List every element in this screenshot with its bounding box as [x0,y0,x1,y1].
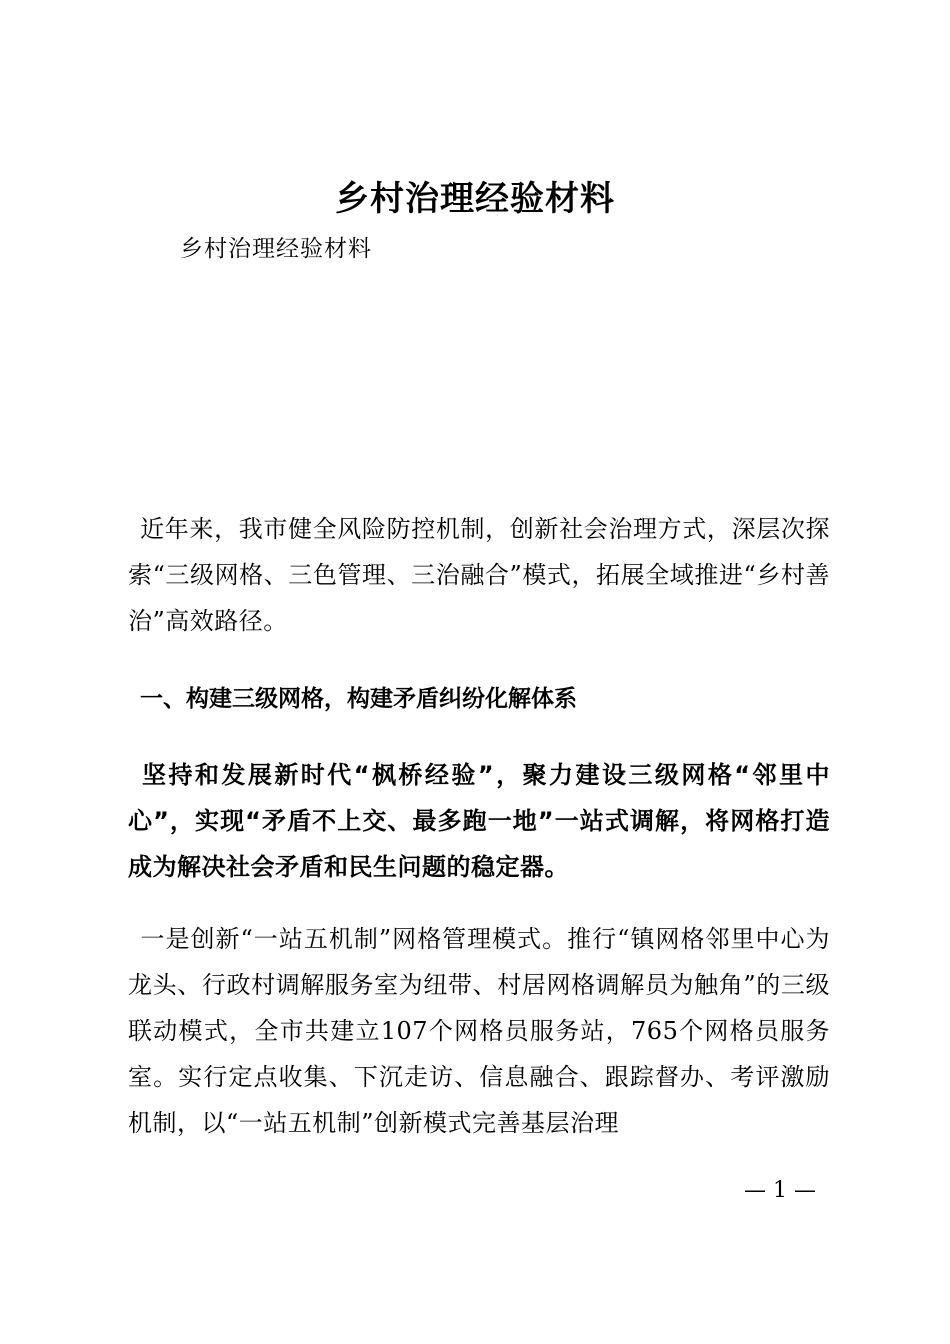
intro-paragraph [128,506,830,644]
document-title: 乡村治理经验材料 [335,179,615,219]
body-paragraph-text: 一是创新“一站五机制”网格管理模式。推行“镇网格邻里中心为龙头、行政村调解服务室为纽带、村居网格调解员为触角”的三级联动模式，全市共建立107个网格员服务站，765个网格员服务室。实行定点收集、下沉走访、信息融合、跟踪督办、考评激励机制，以“一站五机制”创新模式完善基层治理 [128,925,830,1137]
document-subtitle: 乡村治理经验材料 [180,236,372,262]
body-paragraph [128,916,830,1146]
section-heading-text: 一、构建三级网格，构建矛盾纠纷化解体系 [140,686,577,712]
bold-statement-text: 坚持和发展新时代“枫桥经验”，聚力建设三级网格“邻里中心”，实现“矛盾不上交、最多跑一地”一站式调解，将网格打造成为解决社会矛盾和民生问题的稳定器。 [128,761,830,881]
bold-statement-paragraph [128,752,830,890]
section-heading [128,676,830,722]
page-number: — 1 — [744,1178,816,1203]
intro-paragraph-text: 近年来，我市健全风险防控机制，创新社会治理方式，深层次探索“三级网格、三色管理、三治融合”模式，拓展全域推进“乡村善治”高效路径。 [128,515,830,635]
